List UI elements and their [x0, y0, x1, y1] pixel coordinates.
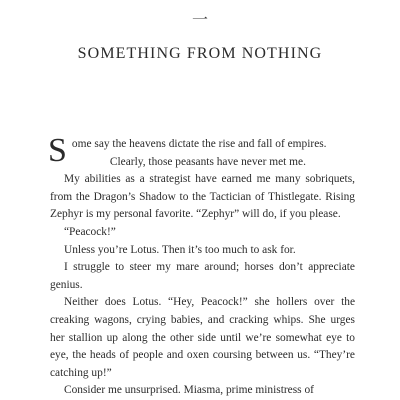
paragraph: Clearly, those peasants have never met me.	[109, 155, 306, 168]
chapter-number: 一	[191, 12, 208, 29]
paragraph-text: ome say the heavens dictate the rise and fall of empires.	[71, 138, 327, 150]
paragraph: Unless you’re Lotus. Then it’s too much to ask for.	[64, 243, 296, 256]
drop-cap: S	[48, 132, 67, 169]
chapter-title: SOMETHING FROM NOTHING	[77, 45, 323, 62]
body-text	[48, 132, 355, 400]
paragraph: My abilities as a strategist have earned me many sobriquets, from the Dragon’s Shadow to the Tactician of Thistlegate. Rising Zephyr is my personal favorite. “Zephyr” will do, if you please.	[50, 173, 355, 221]
paragraph: Neither does Lotus. “Hey, Peacock!” she hollers over the creaking wagons, crying babies, and cracking whips. She urges her stallion up along the other side until we’re somewhat eye to eye, the heads of people and oxen coursing between us. “They’re catching up!”	[50, 296, 355, 379]
paragraph: I struggle to steer my mare around; horses don’t appreciate genius.	[50, 261, 355, 291]
paragraph: Consider me unsurprised. Miasma, prime ministress of	[64, 384, 314, 397]
paragraph: “Peacock!”	[64, 225, 116, 238]
